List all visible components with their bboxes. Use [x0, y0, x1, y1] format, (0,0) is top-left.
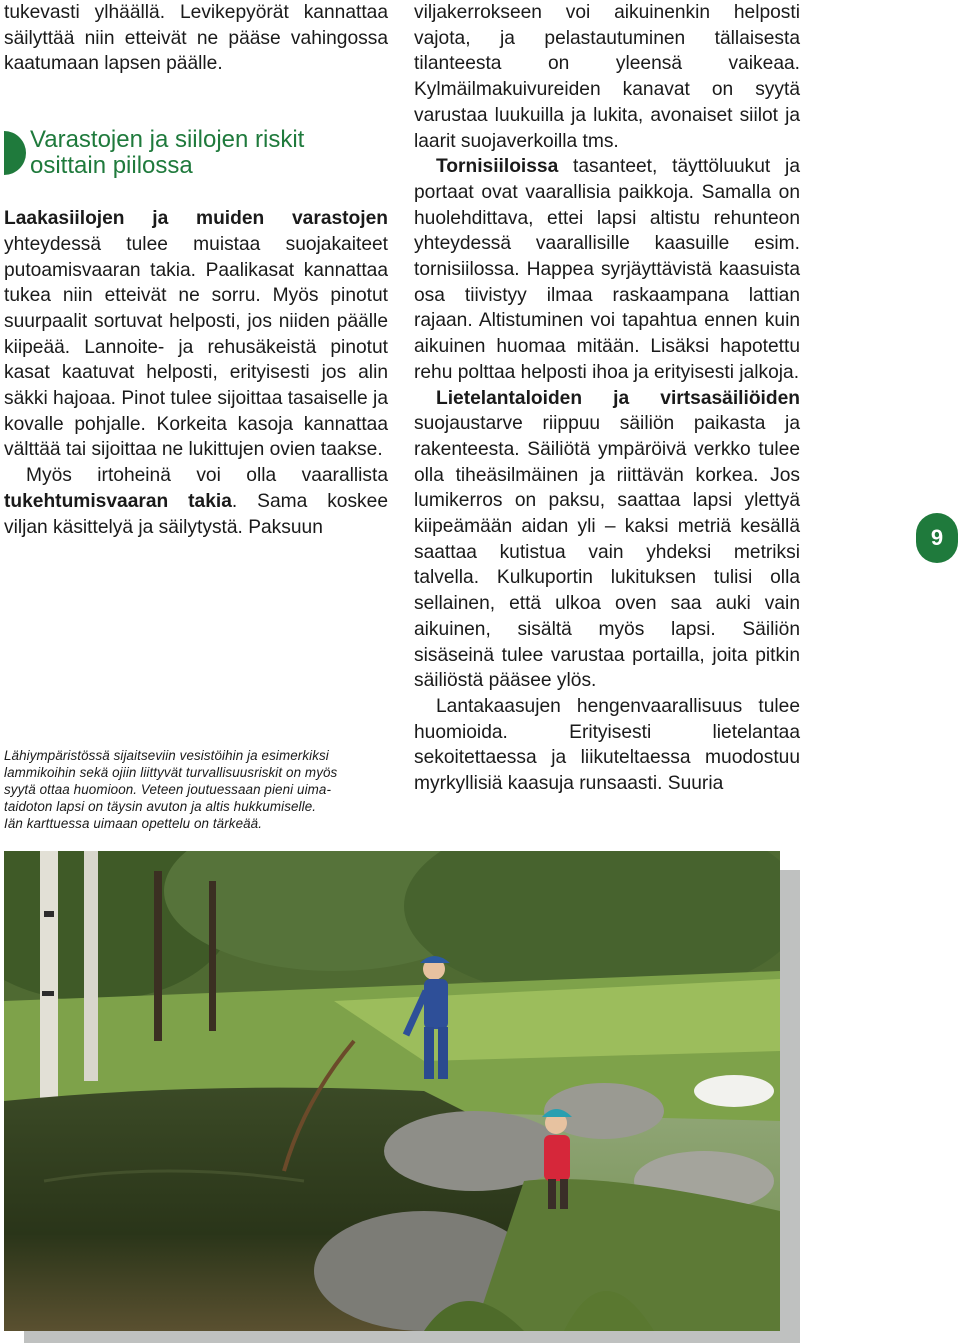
grain-paragraph: viljakerrokseen voi aikuinenkin helposti vajota, ja pelastautuminen tällaisesta tilanteesta on yleensä vaikeaa. Kylmäilmakuivureiden kanavat on syytä varustaa luukuilla ja lukita, avonaiset siilot ja laarit suojaverkoilla tms.	[414, 2, 800, 152]
storage-lead-term: Laakasiilojen ja muiden varastojen	[4, 208, 388, 230]
tower-silo-lead-term: Tornisiiloissa	[436, 156, 559, 178]
right-column	[414, 0, 800, 797]
caption-line: Iän karttuessa uimaan opettelu on tärkeää.	[4, 815, 263, 831]
caption-line: lammikoihin sekä ojiin liittyvät turvallisuusriskit on myös	[4, 764, 338, 780]
intro-paragraph: tukevasti ylhäällä. Levikepyörät kannattaa säilyttää niin etteivät ne pääse vahingossa kaatumaan lapsen päälle.	[4, 2, 388, 75]
slurry-body: suojaustarve riippuu säiliön paikasta ja rakenteesta. Säiliötä ympäröivä verkko tulee olla tiheäsilmäinen ja riittävän korkea. Jos lumikerros on paksu, saattaa lapsi ylettyä kiipeämään aidan yli – kaksi metriä kesällä saattaa kutistua vain yhdeksi metriksi talvella. Kulkuportin lukituksen tulisi olla sellainen, että ulkoa oven saa auki vain aikuinen, sisältä myös lapsi. Säiliön sisäseinä tulee varustaa portailla, joita pitkin säiliöstä pääsee ylös.	[414, 413, 800, 692]
tower-silo-body: tasanteet, täyttöluukut ja portaat ovat vaarallisia paikkoja. Samalla on huolehdittava, ettei lapsi altistu rehunteon yhteydessä vaarallisille kaasuille esim. tornisiilossa. Happea syrjäyttävistä kaasuista osa tiivistyy ilmaa raskaampana lattian rajaan. Altistuminen voi tapahtua ennen kuin aikuinen huomaa mitään. Lisäksi hapotettu rehu polttaa helposti ihoa ja erityisesti jalkoja.	[414, 156, 800, 383]
heading-marker-icon	[4, 131, 26, 175]
hay-body-start: Myös irtoheinä voi olla vaarallista	[26, 465, 388, 487]
hay-body-end: . Sama koskee viljan käsittelyä ja säilytystä. Paksuun	[4, 490, 388, 538]
pond-photo	[4, 851, 780, 1331]
page-number-badge: 9	[916, 513, 958, 563]
storage-body: yhteydessä tulee muistaa suojakaiteet putoamisvaaran takia. Paalikasat kannattaa tukea niin etteivät ne sorru. Myös pinotut suurpaalit sortuvat helposti, jos niiden päälle kiipeää. Lannoite- ja rehusäkeistä pinotut kasat kaatuvat helposti, erityisesti jos alin säkki hajoaa. Pinot tulee sijoittaa tasaiselle ja kovalle pohjalle. Korkeita kasoja kannattaa välttää tai sijoittaa ne lukittujen ovien taakse.	[4, 233, 388, 461]
section-heading-line-1: Varastojen ja siilojen riskit	[30, 126, 305, 154]
slurry-lead-term: Lietelantaloiden ja virtsasäiliöiden	[436, 387, 800, 409]
photo-caption	[4, 748, 380, 833]
section-heading-line-2: osittain piilossa	[30, 152, 193, 180]
storage-paragraph	[4, 206, 388, 463]
tower-silo-paragraph	[414, 154, 800, 385]
hay-paragraph	[4, 463, 388, 540]
caption-line: taidoton lapsi on täysin avuton ja altis hukkumiselle.	[4, 798, 317, 814]
slurry-paragraph	[414, 386, 800, 694]
section-heading	[4, 127, 388, 179]
pond-photo-illustration	[4, 851, 780, 1331]
left-column	[4, 0, 388, 540]
caption-line: Lähiympäristössä sijaitseviin vesistöihin ja esimerkiksi	[4, 748, 329, 763]
hay-emphasis: tukehtumisvaaran takia	[4, 490, 232, 512]
manure-gas-paragraph: Lantakaasujen hengenvaarallisuus tulee huomioida. Erityisesti lietelantaa sekoitettaessa ja liikuteltaessa muodostuu myrkyllisiä kaasuja runsaasti. Suuria	[414, 695, 800, 795]
caption-line: syytä ottaa huomioon. Veteen joutuessaan pieni uima-	[4, 781, 332, 797]
